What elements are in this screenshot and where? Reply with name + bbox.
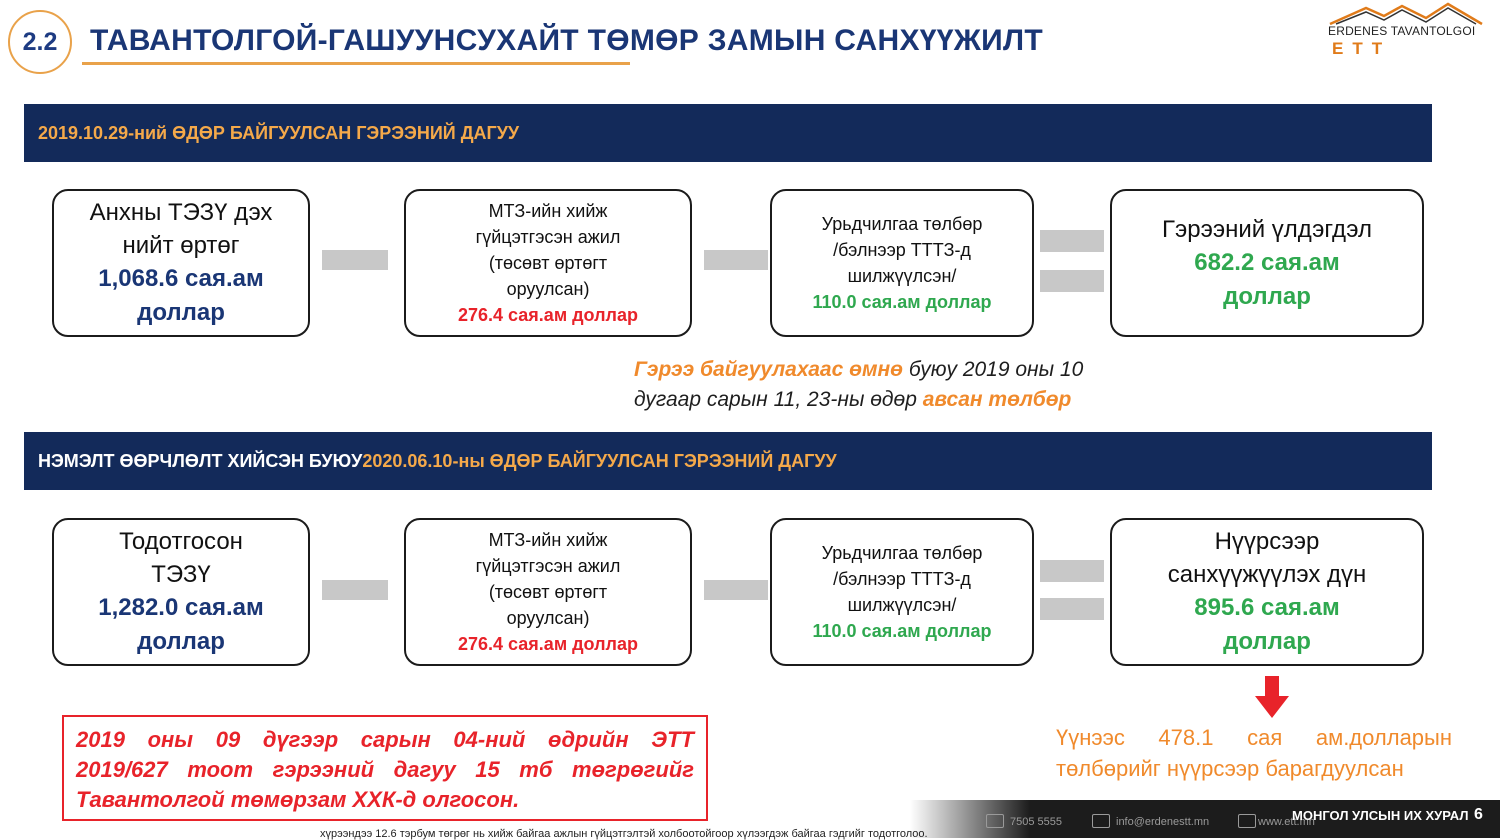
box-label: оруулсан) (506, 279, 590, 299)
section-number-badge: 2.2 (8, 10, 72, 74)
red-note-line: 2019/627 тоот гэрээний дагуу 15 тб төгрөгийг (76, 757, 694, 782)
minus-operator (322, 580, 388, 600)
box-value: 110.0 сая.ам доллар (812, 621, 992, 641)
box-label: МТЗ-ийн хийж (488, 201, 608, 221)
box-value: 276.4 сая.ам доллар (458, 305, 638, 325)
box-label: санхүүжүүлэх дүн (1167, 561, 1367, 588)
red-note-line: Тавантолгой төмөрзам ХХК-д олгосон. (76, 787, 520, 812)
box-value: доллар (1223, 628, 1311, 655)
note-text: дугаар сарын 11, 23-ны өдөр (634, 388, 923, 411)
note-text: буюу 2019 оны 10 (903, 358, 1084, 381)
box-label: шилжүүлсэн/ (847, 595, 957, 615)
section-bar-amendment-2020 (24, 432, 1432, 490)
box-value: доллар (137, 299, 225, 326)
box-label: Гэрээний үлдэгдэл (1161, 215, 1372, 243)
video-subtitle: хүрээндээ 12.6 тэрбум төгрөг нь хийж байгаа ажлын гүйцэтгэлтэй холбоотойгоор хүлээгдэж байгаа гэдгийг тодотголоо. (320, 828, 928, 840)
box-label: Анхны ТЭЗҮ дэх (89, 199, 273, 226)
advance-payment-box (770, 189, 1034, 337)
note-highlight: Гэрээ байгуулахаас өмнө (634, 358, 904, 381)
email-icon (1092, 814, 1110, 828)
box-label: шилжүүлсэн/ (847, 266, 957, 286)
contract-balance-box (1110, 189, 1424, 337)
page-title: ТАВАНТОЛГОЙ-ГАШУУНСУХАЙТ ТӨМӨР ЗАМЫН САНХҮҮЖИЛТ (90, 24, 1043, 57)
box-value: доллар (137, 628, 225, 655)
section-bar-label: 2019.10.29-ний ӨДӨР БАЙГУУЛСАН ГЭРЭЭНИЙ ДАГУУ (38, 122, 520, 143)
logo-company-name: ERDENES TAVANTOLGOI (1328, 24, 1476, 38)
revised-feasibility-cost-box (52, 518, 310, 666)
web-icon (1238, 814, 1256, 828)
red-note-line: 2019 оны 09 дүгээр сарын 04-ний өдрийн ЭТТ (76, 727, 694, 752)
box-label: Урьдчилгаа төлбөр (821, 543, 983, 563)
equals-operator-top (1040, 230, 1104, 252)
page-number: 6 (1474, 806, 1483, 823)
box-label: МТЗ-ийн хийж (488, 530, 608, 550)
box-label: Урьдчилгаа төлбөр (821, 214, 983, 234)
box-value: 895.6 сая.ам (1194, 594, 1340, 621)
down-arrow-icon (1255, 676, 1289, 718)
contractor-work-box (404, 189, 692, 337)
box-value: 682.2 сая.ам (1194, 248, 1340, 276)
phone-icon (986, 814, 1004, 828)
footer-phone: 7505 5555 (1010, 816, 1062, 828)
coal-financing-box (1110, 518, 1424, 666)
parliament-label: МОНГОЛ УЛСЫН ИХ ХУРАЛ (1292, 808, 1469, 823)
equals-operator-top (1040, 560, 1104, 582)
equals-operator-bottom (1040, 598, 1104, 620)
minus-operator (704, 580, 768, 600)
note-line: Үүнээс 478.1 сая ам.долларын (1056, 725, 1452, 750)
minus-operator (322, 250, 388, 270)
box-label: ТЭЗҮ (151, 561, 211, 588)
advance-payment-box (770, 518, 1034, 666)
footer-web: www.ett.mn (1258, 816, 1315, 828)
contractor-work-box (404, 518, 692, 666)
section-bar-label-highlight: 2020.06.10-ны ӨДӨР БАЙГУУЛСАН ГЭРЭЭНИЙ ДАГУУ (362, 450, 837, 471)
minus-operator (704, 250, 768, 270)
box-label: (төсөвт өртөгт (488, 253, 608, 273)
box-value: 276.4 сая.ам доллар (458, 634, 638, 654)
box-label: оруулсан) (506, 608, 590, 628)
box-label: (төсөвт өртөгт (488, 582, 608, 602)
box-value: 1,282.0 сая.ам (98, 594, 264, 621)
payment-note (634, 355, 1083, 415)
box-value: 110.0 сая.ам доллар (812, 292, 992, 312)
box-value: 1,068.6 сая.ам (98, 265, 264, 292)
equals-operator-bottom (1040, 270, 1104, 292)
section-bar-label: НЭМЭЛТ ӨӨРЧЛӨЛТ ХИЙСЭН БУЮУ (38, 450, 363, 471)
note-highlight: авсан төлбөр (922, 388, 1072, 411)
box-label: /бэлнээр ТТТЗ-д (833, 240, 971, 260)
box-label: Тодотгосон (119, 528, 243, 555)
initial-feasibility-cost-box (52, 189, 310, 337)
logo-mark: ETT (1332, 39, 1392, 58)
box-label: Нүүрсээр (1214, 528, 1320, 555)
box-label: гүйцэтгэсэн ажил (475, 556, 621, 576)
red-note-box (62, 715, 708, 821)
footer-email: info@erdenestt.mn (1116, 816, 1210, 828)
coal-repayment-note (1056, 722, 1452, 784)
box-value: доллар (1223, 282, 1311, 310)
title-underline (82, 62, 630, 65)
box-label: гүйцэтгэсэн ажил (475, 227, 621, 247)
box-label: /бэлнээр ТТТЗ-д (833, 569, 971, 589)
note-line: төлбөрийг нүүрсээр барагдуулсан (1056, 756, 1404, 781)
box-label: нийт өртөг (122, 232, 240, 259)
section-bar-contract-2019 (24, 104, 1432, 162)
